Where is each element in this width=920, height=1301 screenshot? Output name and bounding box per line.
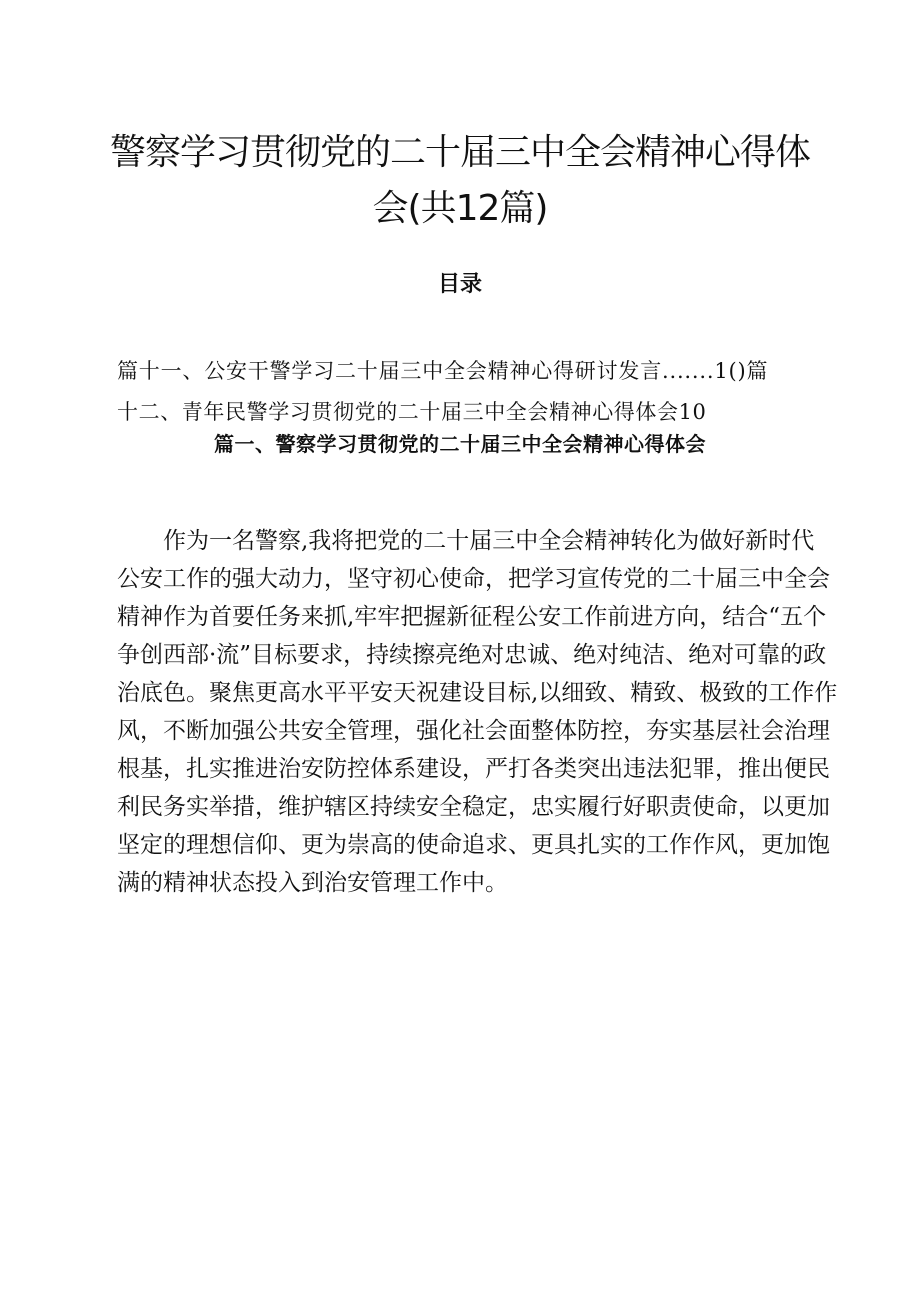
- body-line: 治底色。聚焦更高水平平安天祝建设目标,以细致、精致、极致的工作作: [117, 680, 838, 706]
- body-line: 满的精神状态投入到治安管理工作中。: [117, 870, 508, 896]
- body-line: 公安工作的强大动力，坚守初心使命，把学习宣传党的二十届三中全会: [117, 566, 830, 592]
- body-line: 根基，扎实推进治安防控体系建设，严打各类突出违法犯罪，推出便民: [117, 756, 830, 782]
- document-title-line-2: 会(共12篇): [372, 188, 548, 229]
- toc-heading: 目录: [437, 272, 482, 297]
- body-line: 坚定的理想信仰、更为崇高的使命追求、更具扎实的工作作风，更加饱: [117, 832, 830, 858]
- body-line: 精神作为首要任务来抓,牢牢把握新征程公安工作前进方向，结合“五个: [117, 604, 827, 630]
- body-line: 风，不断加强公共安全管理，强化社会面整体防控，夯实基层社会治理: [117, 718, 830, 744]
- body-line: 利民务实举措，维护辖区持续安全稳定，忠实履行好职责使命，以更加: [117, 794, 830, 820]
- section-title: 篇一、警察学习贯彻党的二十届三中全会精神心得体会: [214, 432, 706, 456]
- document-title-line-1: 警察学习贯彻党的二十届三中全会精神心得体: [109, 132, 810, 173]
- toc-entry-line-1: 篇十一、公安干警学习二十届三中全会精神心得研讨发言.......1()篇: [117, 359, 769, 383]
- body-line: 争创西部·流”目标要求，持续擦亮绝对忠诚、绝对纯洁、绝对可靠的政: [117, 642, 827, 668]
- body-line: 作为一名警察,我将把党的二十届三中全会精神转化为做好新时代: [163, 528, 815, 554]
- toc-entry-line-2: 十二、青年民警学习贯彻党的二十届三中全会精神心得体会10: [117, 400, 707, 424]
- body-paragraph: [117, 522, 837, 902]
